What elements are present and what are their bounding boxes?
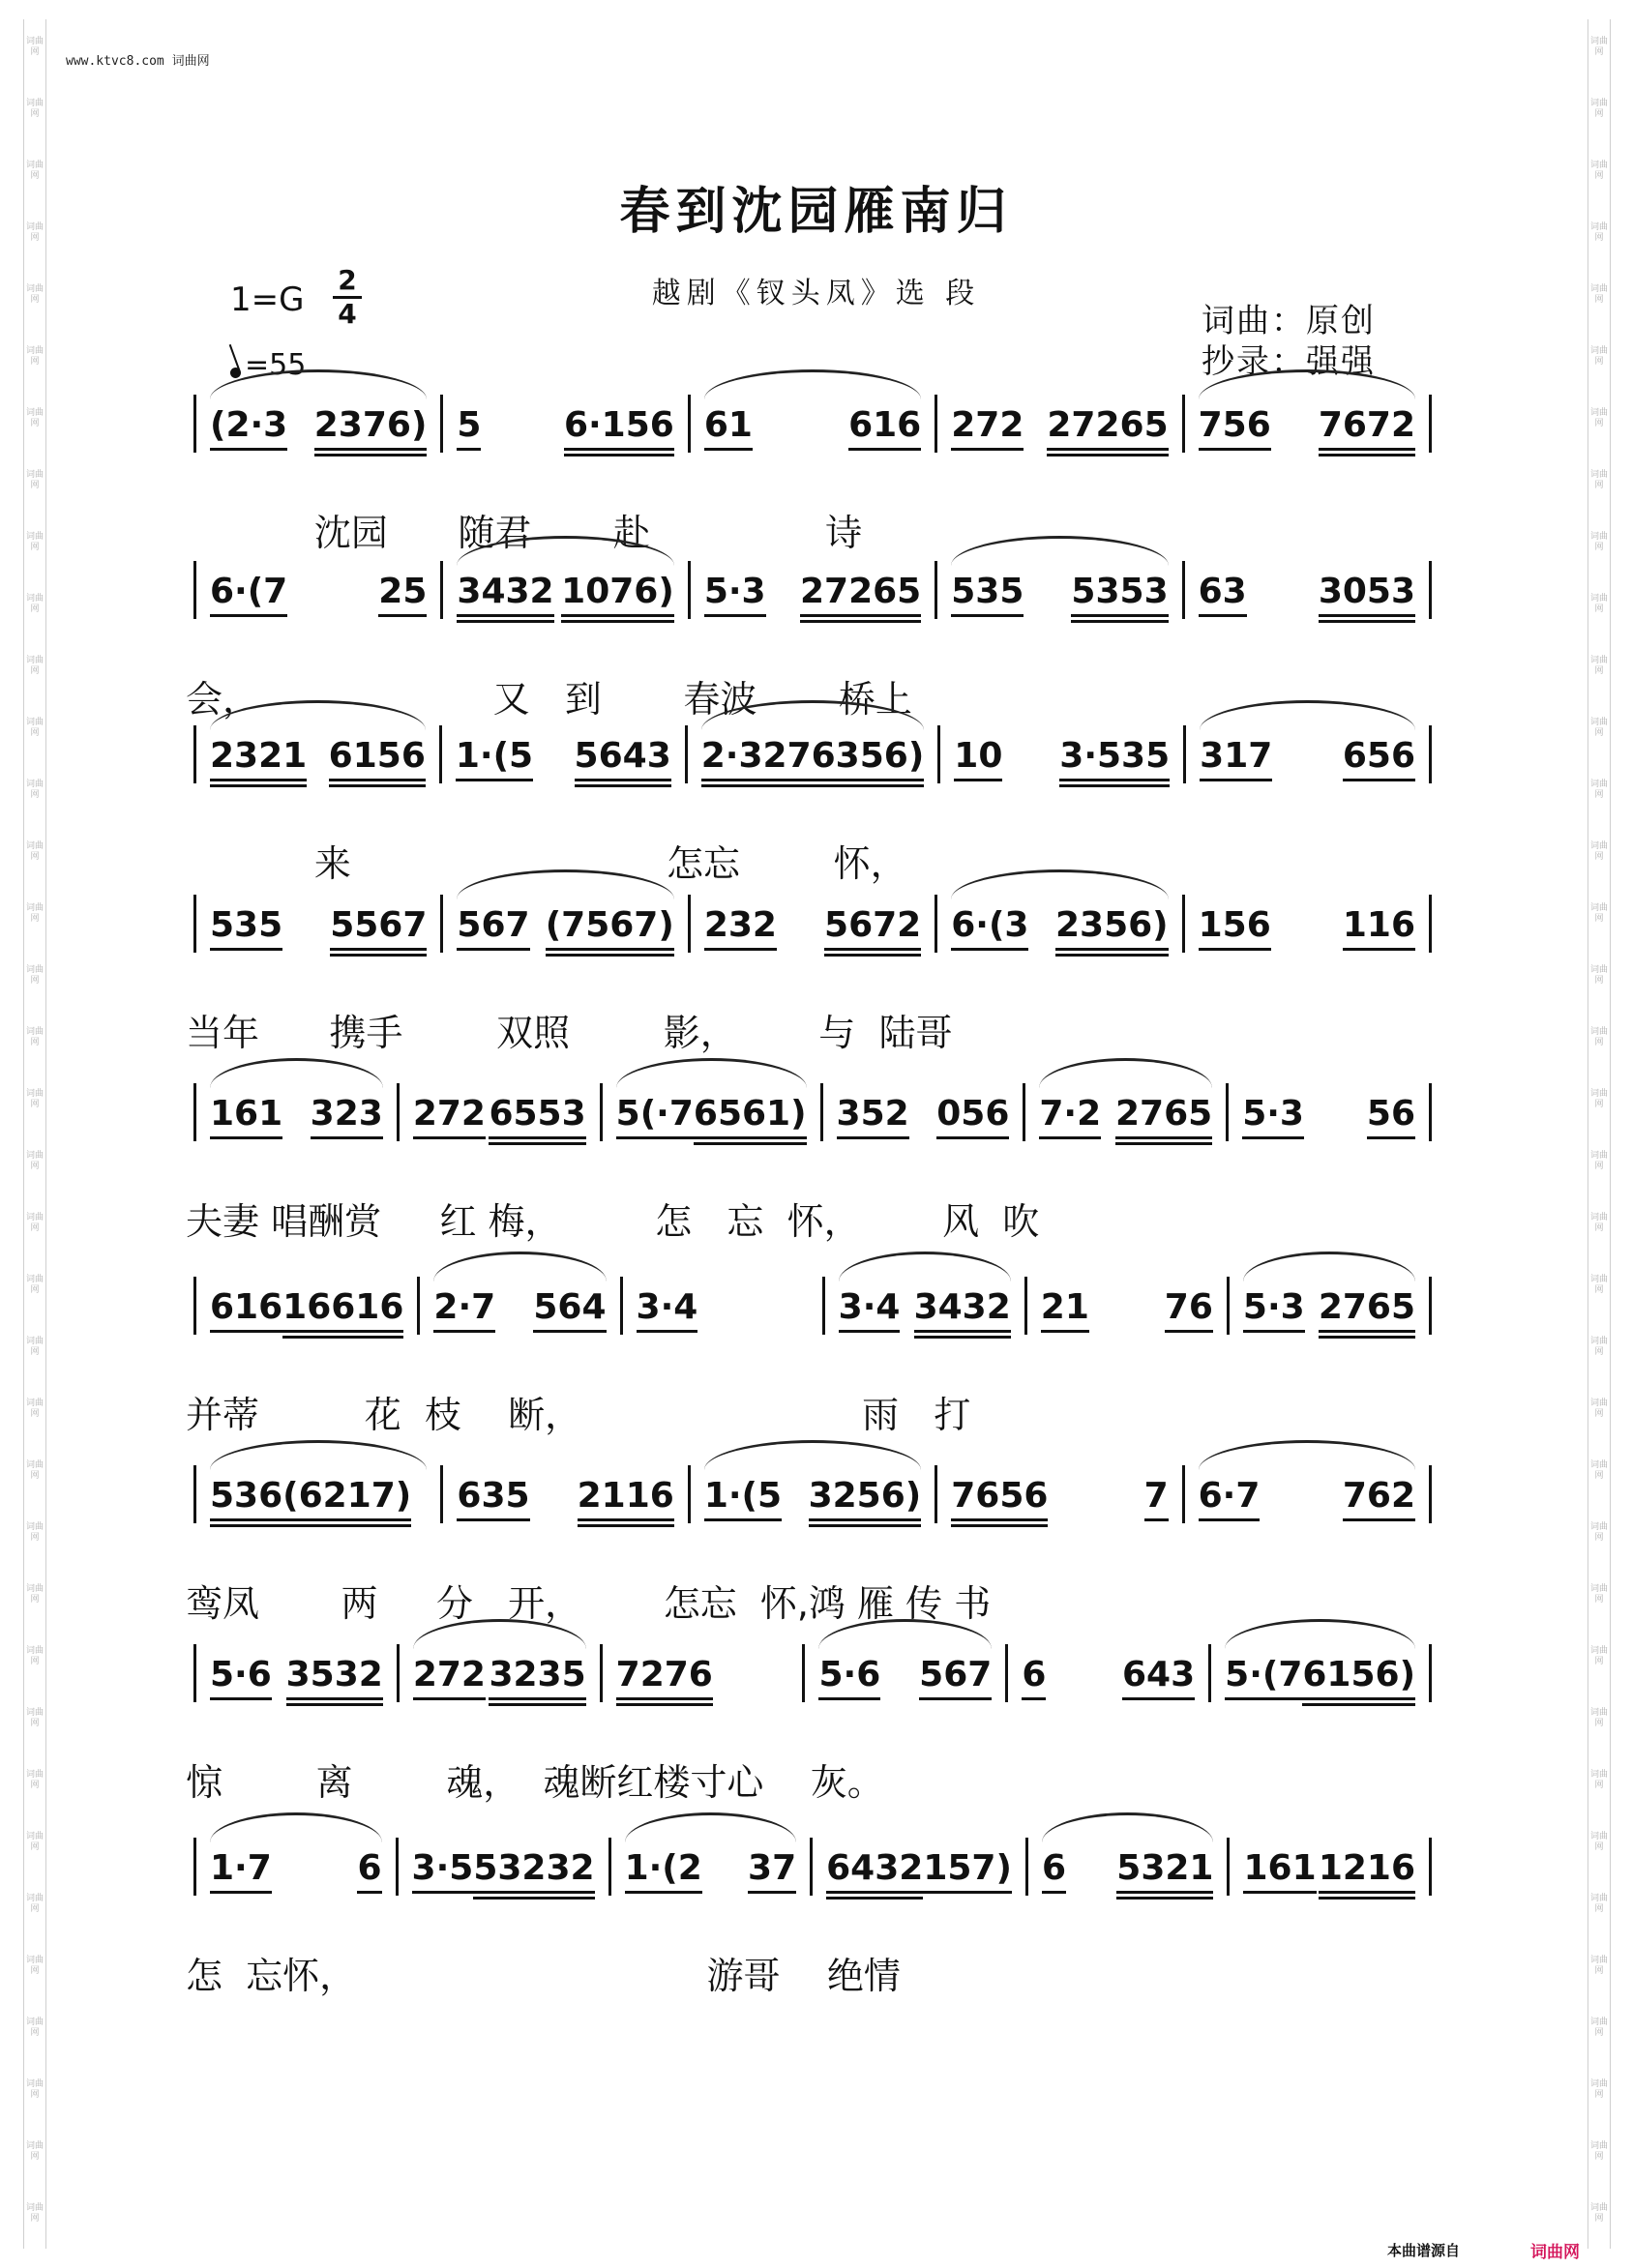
- watermark-text: 词曲网: [1589, 780, 1608, 800]
- watermark-text: 词曲网: [1589, 903, 1608, 924]
- measure: [196, 1083, 397, 1141]
- watermark-text: 词曲网: [25, 2079, 44, 2100]
- beat-group: 7276: [616, 1655, 713, 1702]
- slur-mark: [1243, 1252, 1415, 1281]
- beat-group: 5·(7: [1225, 1655, 1302, 1702]
- measure: [611, 1838, 811, 1896]
- beat-group: 3·535: [1059, 736, 1170, 783]
- watermark-text: 词曲网: [1589, 161, 1608, 181]
- beat-group: 63: [1199, 572, 1247, 619]
- beat-group: 157): [923, 1848, 1012, 1896]
- beat-group: 6432: [826, 1848, 923, 1896]
- beat-group: 2116: [578, 1476, 674, 1523]
- beat-group: 6·156: [564, 405, 674, 453]
- beat-group: 7672: [1319, 405, 1415, 453]
- beat-group: 6: [1042, 1848, 1066, 1896]
- beat-group: 1216: [1319, 1848, 1415, 1896]
- beat-group: 3532: [286, 1655, 383, 1702]
- beat-group: 2765: [1319, 1287, 1415, 1335]
- beat-group: 616: [848, 405, 921, 453]
- measure: [443, 1465, 687, 1523]
- measure: [1186, 725, 1429, 783]
- measure: [688, 725, 938, 783]
- beat-group: (7567): [546, 905, 674, 953]
- beat-group: 3·5: [412, 1848, 474, 1896]
- site-url[interactable]: www.ktvc8.com 词曲网: [66, 54, 210, 69]
- barline: [1429, 1083, 1432, 1141]
- slur-mark: [704, 1440, 921, 1470]
- slur-mark: [704, 369, 921, 399]
- slur-mark: [1042, 1812, 1214, 1842]
- beat-group: 5672: [824, 905, 921, 953]
- beat-group: 5321: [1116, 1848, 1213, 1896]
- notation-row: [193, 405, 1432, 453]
- footer-brand[interactable]: 词曲网: [1530, 2243, 1580, 2262]
- beat-group: (2·3: [210, 405, 287, 453]
- measure: [196, 1838, 396, 1896]
- measure: [443, 895, 687, 953]
- beat-group: 6: [1022, 1655, 1046, 1702]
- score-subtitle: 越剧《钗头凤》选 段: [651, 277, 981, 310]
- beat-group: 3432: [457, 572, 553, 619]
- beat-group: 161: [210, 1094, 282, 1141]
- watermark-text: 词曲网: [1589, 1213, 1608, 1233]
- measure: [443, 561, 687, 619]
- measure: [196, 725, 439, 783]
- beat-group: 317: [1200, 736, 1272, 783]
- beat-group: 352: [837, 1094, 909, 1141]
- notation-row: [193, 736, 1432, 783]
- watermark-text: 词曲网: [1589, 594, 1608, 614]
- watermark-text: 词曲网: [25, 408, 44, 428]
- beat-group: 1076): [561, 572, 674, 619]
- watermark-text: 词曲网: [25, 1151, 44, 1171]
- barline: [1429, 1644, 1432, 1702]
- beat-group: 564: [533, 1287, 606, 1335]
- measure: [400, 1644, 600, 1702]
- measure: [1027, 1277, 1227, 1335]
- measure: [400, 1083, 600, 1141]
- beat-group: 272: [951, 405, 1024, 453]
- credit-transcriber: 抄录：强强: [1202, 342, 1376, 381]
- measure: [420, 1277, 619, 1335]
- beat-group: 61: [704, 405, 753, 453]
- notation-row: [193, 905, 1432, 953]
- measure: [196, 1644, 397, 1702]
- measure: [1230, 1838, 1429, 1896]
- watermark-text: 词曲网: [1589, 1708, 1608, 1728]
- beat-group: 161: [1243, 1848, 1316, 1896]
- watermark-text: 词曲网: [25, 37, 44, 57]
- slur-mark: [210, 1440, 427, 1470]
- watermark-text: 词曲网: [25, 1708, 44, 1728]
- watermark-text: 词曲网: [25, 1399, 44, 1419]
- watermark-text: 词曲网: [25, 1027, 44, 1047]
- beat-group: 1·(5: [704, 1476, 782, 1523]
- watermark-text: 词曲网: [1589, 470, 1608, 490]
- watermark-text: 词曲网: [25, 2141, 44, 2162]
- beat-group: 616: [210, 1287, 282, 1335]
- watermark-text: 词曲网: [25, 718, 44, 738]
- beat-group: 27265: [1047, 405, 1168, 453]
- watermark-text: 词曲网: [1589, 718, 1608, 738]
- beat-group: 6553: [489, 1094, 585, 1141]
- beat-group: 6·(3: [951, 905, 1028, 953]
- watermark-text: 词曲网: [25, 656, 44, 676]
- beat-group: 76: [1165, 1287, 1213, 1335]
- notation-row: [193, 1655, 1432, 1702]
- lyrics-row: 并蒂 花 枝 断， 雨 打: [186, 1394, 971, 1436]
- left-watermark-strip: [23, 19, 46, 2249]
- measure: [196, 561, 440, 619]
- beat-group: 272: [413, 1094, 486, 1141]
- slur-mark: [433, 1252, 606, 1281]
- measure: [691, 1465, 935, 1523]
- measure: [813, 1838, 1025, 1896]
- watermark-text: 词曲网: [1589, 1832, 1608, 1852]
- barline: [1429, 1465, 1432, 1523]
- watermark-text: 词曲网: [1589, 1894, 1608, 1914]
- watermark-text: 词曲网: [1589, 346, 1608, 367]
- beat-group: 535: [210, 905, 282, 953]
- beat-group: 7·2: [1039, 1094, 1101, 1141]
- lyrics-row: 会， 又 到 春波 桥上: [186, 678, 912, 721]
- beat-group: 567: [457, 905, 529, 953]
- measure: [623, 1277, 822, 1335]
- beat-group: 7656: [951, 1476, 1048, 1523]
- beat-group: 3235: [489, 1655, 585, 1702]
- beat-group: 156: [1199, 905, 1271, 953]
- watermark-text: 词曲网: [1589, 284, 1608, 305]
- watermark-text: 词曲网: [1589, 1089, 1608, 1109]
- beat-group: 2·327: [701, 736, 812, 783]
- measure: [399, 1838, 608, 1896]
- beat-group: 6·7: [1199, 1476, 1261, 1523]
- slur-mark: [210, 1058, 383, 1088]
- beat-group: 056: [936, 1094, 1009, 1141]
- beat-group: 5353: [1071, 572, 1168, 619]
- measure: [1185, 895, 1429, 953]
- beat-group: 536(6217): [210, 1476, 411, 1523]
- beat-group: 6356): [812, 736, 925, 783]
- beat-group: 1·7: [210, 1848, 272, 1896]
- measure: [1028, 1838, 1228, 1896]
- watermark-text: 词曲网: [1589, 2018, 1608, 2038]
- measure: [825, 1277, 1024, 1335]
- beat-group: 2356): [1055, 905, 1169, 953]
- measure: [1185, 561, 1429, 619]
- credit-lyrics: 词曲：原创: [1202, 302, 1376, 340]
- beat-group: 535: [951, 572, 1024, 619]
- watermark-text: 词曲网: [1589, 1956, 1608, 1976]
- beat-group: 756: [1199, 405, 1271, 453]
- slur-mark: [625, 1812, 797, 1842]
- beat-group: 6561): [694, 1094, 807, 1141]
- measure: [937, 895, 1181, 953]
- beat-group: 3053: [1319, 572, 1415, 619]
- beat-group: 643: [1122, 1655, 1195, 1702]
- beat-group: 5·3: [1243, 1287, 1305, 1335]
- beat-group: 656: [1343, 736, 1415, 783]
- measure: [1025, 1083, 1226, 1141]
- beat-group: 5567: [330, 905, 427, 953]
- watermark-text: 词曲网: [25, 1894, 44, 1914]
- beat-group: 6: [357, 1848, 381, 1896]
- barline: [1429, 1838, 1432, 1896]
- watermark-text: 词曲网: [25, 1460, 44, 1481]
- watermark-text: 词曲网: [25, 470, 44, 490]
- measure: [603, 1644, 803, 1702]
- watermark-text: 词曲网: [25, 1584, 44, 1605]
- beat-group: 6·(7: [210, 572, 287, 619]
- measure: [691, 561, 935, 619]
- notation-row: [193, 572, 1432, 619]
- beat-group: 2·7: [433, 1287, 495, 1335]
- beat-group: 232: [704, 905, 777, 953]
- beat-group: 3·4: [839, 1287, 901, 1335]
- notation-row: [193, 1476, 1432, 1523]
- watermark-text: 词曲网: [25, 346, 44, 367]
- measure: [1008, 1644, 1208, 1702]
- beat-group: 1·(5: [456, 736, 533, 783]
- watermark-text: 词曲网: [25, 222, 44, 243]
- watermark-text: 词曲网: [1589, 2079, 1608, 2100]
- measure: [805, 1644, 1005, 1702]
- beat-group: 53232: [473, 1848, 594, 1896]
- beat-group: 25: [378, 572, 427, 619]
- notation-row: [193, 1287, 1432, 1335]
- slur-mark: [1199, 1440, 1415, 1470]
- measure: [937, 395, 1181, 453]
- beat-group: 272: [413, 1655, 486, 1702]
- measure: [196, 895, 440, 953]
- watermark-text: 词曲网: [1589, 841, 1608, 862]
- watermark-text: 词曲网: [1589, 37, 1608, 57]
- watermark-text: 词曲网: [25, 841, 44, 862]
- beat-group: 2321: [210, 736, 307, 783]
- beat-group: 7: [1144, 1476, 1169, 1523]
- watermark-text: 词曲网: [1589, 1399, 1608, 1419]
- measure: [196, 395, 440, 453]
- tempo-value: =55: [245, 348, 307, 382]
- measure: [1229, 1083, 1429, 1141]
- watermark-text: 词曲网: [25, 594, 44, 614]
- beat-group: 37: [748, 1848, 796, 1896]
- beat-group: 5·6: [210, 1655, 272, 1702]
- beat-group: 635: [457, 1476, 529, 1523]
- watermark-text: 词曲网: [1589, 1337, 1608, 1357]
- beat-group: 116: [1343, 905, 1415, 953]
- source-note: 本曲谱源自: [1387, 2242, 1461, 2259]
- beat-group: 2765: [1115, 1094, 1212, 1141]
- lyrics-row: 鸾凤 两 分 开， 怎忘 怀,鸿 雁 传 书: [186, 1582, 992, 1625]
- watermark-text: 词曲网: [1589, 1646, 1608, 1666]
- watermark-text: 词曲网: [1589, 99, 1608, 119]
- barline: [1429, 395, 1432, 453]
- lyrics-row: 来 怎忘 怀，: [186, 842, 907, 885]
- watermark-text: 词曲网: [1589, 1770, 1608, 1790]
- measure: [1211, 1644, 1429, 1702]
- beat-group: 56: [1367, 1094, 1415, 1141]
- watermark-text: 词曲网: [1589, 1275, 1608, 1295]
- beat-group: 3·4: [637, 1287, 698, 1335]
- watermark-text: 词曲网: [25, 1089, 44, 1109]
- beat-group: 16616: [282, 1287, 403, 1335]
- watermark-text: 词曲网: [25, 284, 44, 305]
- beat-group: 21: [1041, 1287, 1089, 1335]
- beat-group: 5(·7: [616, 1094, 694, 1141]
- measure: [937, 1465, 1181, 1523]
- beat-group: 3432: [914, 1287, 1011, 1335]
- beat-group: 323: [311, 1094, 383, 1141]
- watermark-text: 词曲网: [1589, 1460, 1608, 1481]
- notation-row: [193, 1094, 1432, 1141]
- measure: [1185, 395, 1429, 453]
- beat-group: 2376): [314, 405, 428, 453]
- beat-group: 5643: [575, 736, 671, 783]
- watermark-text: 词曲网: [25, 1832, 44, 1852]
- lyrics-row: 惊 离 魂， 魂断红楼寸心 灰。: [186, 1761, 884, 1804]
- watermark-text: 词曲网: [25, 532, 44, 552]
- barline: [1429, 561, 1432, 619]
- barline: [1429, 895, 1432, 953]
- lyrics-row: 夫妻 唱酬赏 红 梅， 怎 忘 怀， 风 吹: [186, 1200, 1040, 1243]
- measure: [691, 395, 935, 453]
- lyrics-row: 沈园 随君 赴 诗: [186, 512, 863, 554]
- time-signature: [333, 264, 362, 330]
- score-title: 春到沈园雁南归: [619, 182, 1013, 241]
- watermark-text: 词曲网: [25, 1213, 44, 1233]
- watermark-text: 词曲网: [25, 965, 44, 986]
- lyrics-row: 当年 携手 双照 影， 与 陆哥: [186, 1012, 953, 1054]
- watermark-text: 词曲网: [25, 1522, 44, 1543]
- watermark-text: 词曲网: [1589, 2203, 1608, 2224]
- measure: [196, 1277, 417, 1335]
- watermark-text: 词曲网: [25, 161, 44, 181]
- watermark-text: 词曲网: [25, 1337, 44, 1357]
- right-watermark-strip: [1587, 19, 1611, 2249]
- beat-group: 5·3: [1242, 1094, 1304, 1141]
- beat-group: 5·6: [818, 1655, 880, 1702]
- measure: [937, 561, 1181, 619]
- beat-group: 6156): [1302, 1655, 1415, 1702]
- watermark-text: 词曲网: [25, 1770, 44, 1790]
- watermark-text: 词曲网: [1589, 1027, 1608, 1047]
- time-sig-top: 2: [338, 264, 357, 296]
- beat-group: 27265: [800, 572, 921, 619]
- watermark-text: 词曲网: [25, 780, 44, 800]
- time-sig-bottom: 4: [338, 298, 357, 330]
- notation-row: [193, 1848, 1432, 1896]
- watermark-text: 词曲网: [1589, 2141, 1608, 2162]
- watermark-text: 词曲网: [1589, 1522, 1608, 1543]
- slur-mark: [616, 1058, 807, 1088]
- slur-mark: [1039, 1058, 1212, 1088]
- beat-group: 10: [954, 736, 1002, 783]
- watermark-text: 词曲网: [25, 903, 44, 924]
- watermark-text: 词曲网: [1589, 1151, 1608, 1171]
- watermark-text: 词曲网: [25, 1275, 44, 1295]
- beat-group: 567: [919, 1655, 992, 1702]
- measure: [196, 1465, 440, 1523]
- barline: [1429, 1277, 1432, 1335]
- beat-group: 6156: [329, 736, 426, 783]
- measure: [691, 895, 935, 953]
- watermark-text: 词曲网: [25, 1956, 44, 1976]
- key-signature: 1=G: [230, 280, 305, 319]
- beat-group: 762: [1343, 1476, 1415, 1523]
- lyrics-row: 怎 忘怀， 游哥 绝情: [186, 1955, 901, 1997]
- watermark-text: 词曲网: [1589, 408, 1608, 428]
- measure: [940, 725, 1183, 783]
- beat-group: 3256): [809, 1476, 922, 1523]
- watermark-text: 词曲网: [25, 1646, 44, 1666]
- watermark-text: 词曲网: [1589, 656, 1608, 676]
- measure: [603, 1083, 820, 1141]
- barline: [1429, 725, 1432, 783]
- watermark-text: 词曲网: [1589, 965, 1608, 986]
- watermark-text: 词曲网: [1589, 532, 1608, 552]
- slur-mark: [210, 1812, 382, 1842]
- measure: [1185, 1465, 1429, 1523]
- watermark-text: 词曲网: [1589, 1584, 1608, 1605]
- watermark-text: 词曲网: [25, 2018, 44, 2038]
- beat-group: 1·(2: [625, 1848, 702, 1896]
- watermark-text: 词曲网: [25, 99, 44, 119]
- slur-mark: [839, 1252, 1011, 1281]
- beat-group: 5·3: [704, 572, 766, 619]
- measure: [443, 395, 687, 453]
- measure: [442, 725, 685, 783]
- beat-group: 5: [457, 405, 481, 453]
- watermark-text: 词曲网: [1589, 222, 1608, 243]
- measure: [823, 1083, 1024, 1141]
- watermark-text: 词曲网: [25, 2203, 44, 2224]
- measure: [1230, 1277, 1429, 1335]
